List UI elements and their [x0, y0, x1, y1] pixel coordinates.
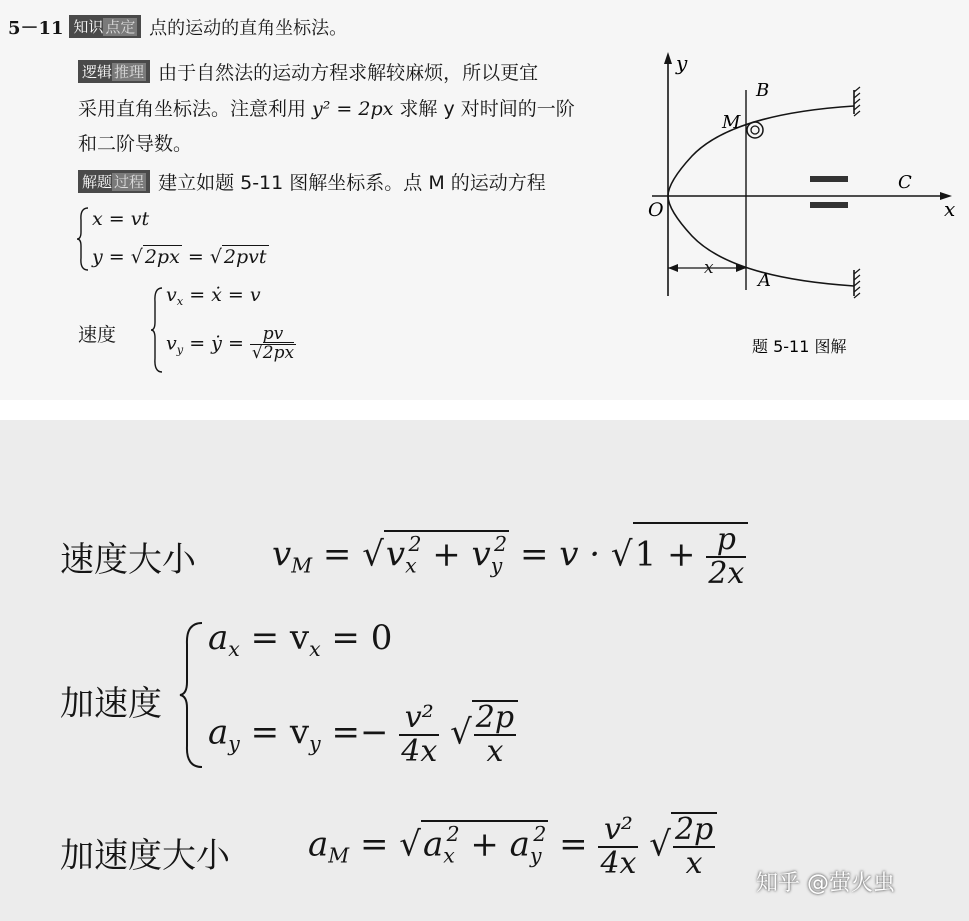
motion-brace — [76, 206, 90, 272]
speed-brace — [150, 286, 164, 374]
equation-x: x = vt — [92, 208, 150, 230]
guide-block-bottom — [810, 202, 848, 208]
logic-text-1: 由于自然法的运动方程求解较麻烦，所以更宜 — [158, 62, 539, 84]
vy-equation: $v_y$ = ẏ = $\frac{pv}{√2px}$ — [166, 324, 295, 363]
logic-line-2: 采用直角坐标法。注意利用 y² = 2px 求解 y 对时间的一阶 — [78, 98, 575, 120]
vx-equation: $v_x$ = ẋ = v — [166, 284, 261, 308]
label-y: y — [676, 51, 688, 75]
ax-equation: $a_x = v_x = 0$ — [208, 618, 393, 662]
label-x-axis: x — [944, 197, 956, 221]
vy-fraction: $\frac{pv}{√2px}$ — [251, 324, 295, 363]
logic-equation: y² = 2px — [312, 98, 394, 120]
solution-text-1: 建立如题 5-11 图解坐标系。点 M 的运动方程 — [158, 172, 546, 194]
acceleration-magnitude-label: 加速度大小 — [60, 836, 230, 876]
acceleration-brace — [178, 620, 206, 770]
solution-tag: 解题 过程 — [78, 170, 150, 193]
label-m: M — [722, 112, 741, 133]
figure-caption: 题 5-11 图解 — [752, 337, 847, 356]
problem-header — [8, 14, 347, 40]
y-axis-arrow — [664, 52, 672, 64]
label-o: O — [648, 199, 664, 221]
sqrt-2px: √ 2px — [130, 246, 180, 268]
label-a: A — [758, 270, 771, 291]
logic-line-1 — [78, 58, 538, 85]
label-c: C — [898, 172, 912, 193]
speed-magnitude-equation: $v_M = √v_x^2 + v_y^2 = v \cdot √1$ + $\frac{p}{2x}$ — [272, 522, 748, 589]
solution-line-1 — [78, 168, 546, 195]
figure-diagram — [622, 46, 962, 364]
guide-block-top — [810, 176, 848, 182]
speed-magnitude-label: 速度大小 — [60, 540, 196, 580]
logic-tag: 逻辑 推理 — [78, 60, 150, 83]
problem-number: 5－11 — [8, 18, 64, 39]
problem-title: 点的运动的直角坐标法。 — [149, 18, 348, 39]
ring-m — [747, 122, 763, 138]
label-b: B — [756, 80, 770, 101]
knowledge-tag: 知识 点定 — [69, 15, 141, 38]
watermark: 知乎 @萤火虫 — [756, 871, 895, 896]
equation-y: y = √ 2px = √ 2pvt — [92, 246, 267, 268]
sqrt-2pvt: √ 2pvt — [209, 246, 267, 268]
ay-equation: $a_y = v_y$ =− $\frac{\text{v²}}{4x}$ √ $\frac{2p}{x}$ — [208, 700, 518, 767]
acceleration-magnitude-equation: $a_M = √a_x^2 + a_y^2$ = $\frac{\text{v²}}{4x}$ √ $\frac{2p}{x}$ — [308, 812, 717, 879]
acceleration-label: 加速度 — [60, 684, 162, 724]
label-x-dimension: x — [704, 258, 714, 278]
speed-label: 速度 — [78, 324, 117, 346]
scan-gap — [0, 400, 969, 420]
logic-line-3: 和二阶导数。 — [78, 133, 193, 155]
